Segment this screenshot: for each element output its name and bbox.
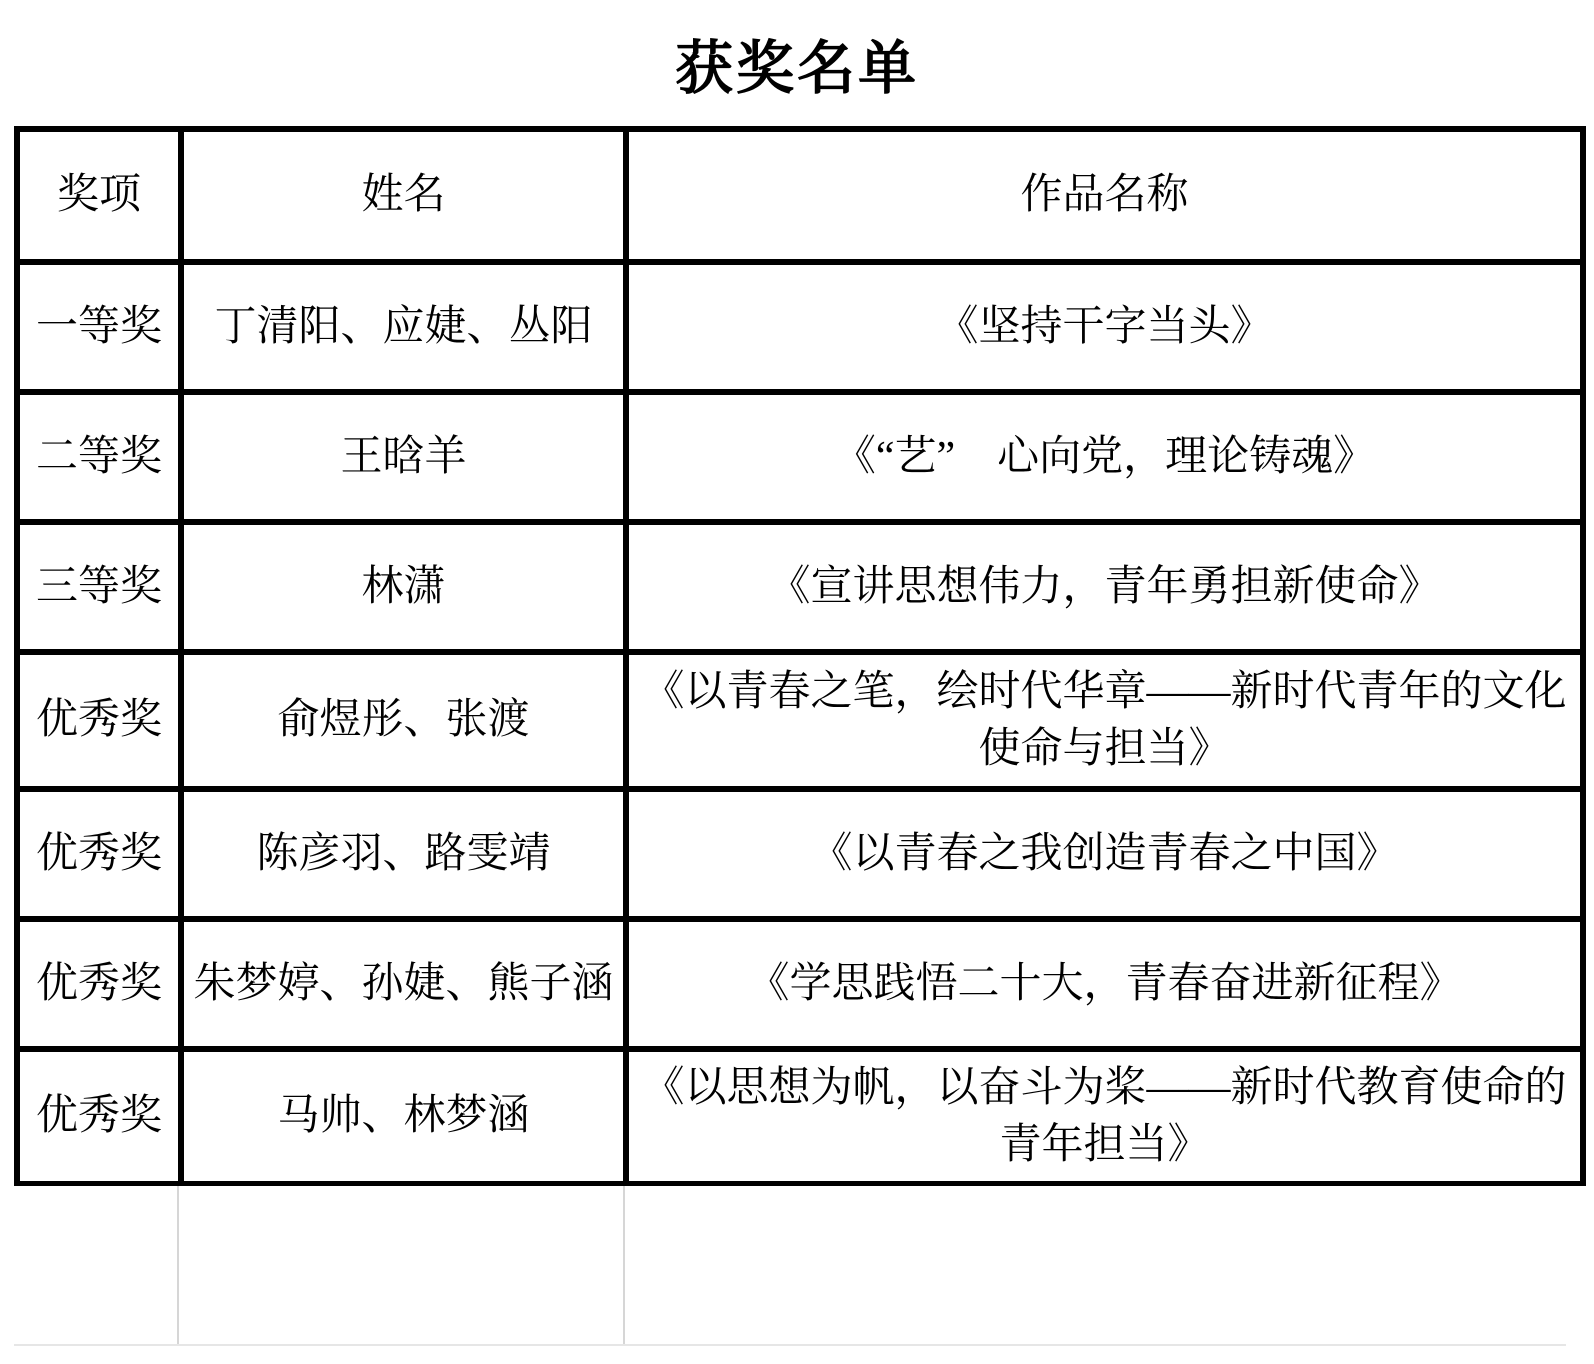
gridline-vertical (623, 1186, 625, 1344)
cell-names: 林潇 (181, 522, 626, 652)
table-row (17, 262, 1583, 392)
header-row (17, 129, 1583, 262)
table-row (17, 522, 1583, 652)
cell-work: 《学思践悟二十大，青春奋进新征程》 (626, 919, 1583, 1049)
header-work: 作品名称 (626, 129, 1583, 262)
cell-work: 《以思想为帆，以奋斗为桨——新时代教育使命的青年担当》 (626, 1049, 1583, 1184)
table-row (17, 789, 1583, 919)
cell-award: 二等奖 (17, 392, 181, 522)
cell-names: 马帅、林梦涵 (181, 1049, 626, 1184)
cell-award: 三等奖 (17, 522, 181, 652)
awards-table (14, 126, 1586, 1187)
cell-award: 一等奖 (17, 262, 181, 392)
table-row (17, 392, 1583, 522)
cell-names: 朱梦婷、孙婕、熊子涵 (181, 919, 626, 1049)
cell-work: 《坚持干字当头》 (626, 262, 1583, 392)
table-row (17, 1049, 1583, 1184)
cell-names: 陈彦羽、路雯靖 (181, 789, 626, 919)
cell-work: 《以青春之笔，绘时代华章——新时代青年的文化使命与担当》 (626, 652, 1583, 789)
gridline-horizontal (14, 1344, 1566, 1346)
gridline-vertical (177, 1186, 179, 1344)
cell-names: 王晗羊 (181, 392, 626, 522)
page-title: 获奖名单 (674, 36, 919, 101)
header-award: 奖项 (17, 129, 181, 262)
title-bar (0, 0, 1594, 126)
cell-award: 优秀奖 (17, 789, 181, 919)
cell-work: 《宣讲思想伟力，青年勇担新使命》 (626, 522, 1583, 652)
table-row (17, 652, 1583, 789)
cell-award: 优秀奖 (17, 1049, 181, 1184)
cell-work: 《“艺” 心向党，理论铸魂》 (626, 392, 1583, 522)
cell-work: 《以青春之我创造青春之中国》 (626, 789, 1583, 919)
header-names: 姓名 (181, 129, 626, 262)
cell-names: 俞煜彤、张渡 (181, 652, 626, 789)
cell-names: 丁清阳、应婕、丛阳 (181, 262, 626, 392)
empty-row-area (0, 1186, 1594, 1364)
cell-award: 优秀奖 (17, 652, 181, 789)
cell-award: 优秀奖 (17, 919, 181, 1049)
table-row (17, 919, 1583, 1049)
